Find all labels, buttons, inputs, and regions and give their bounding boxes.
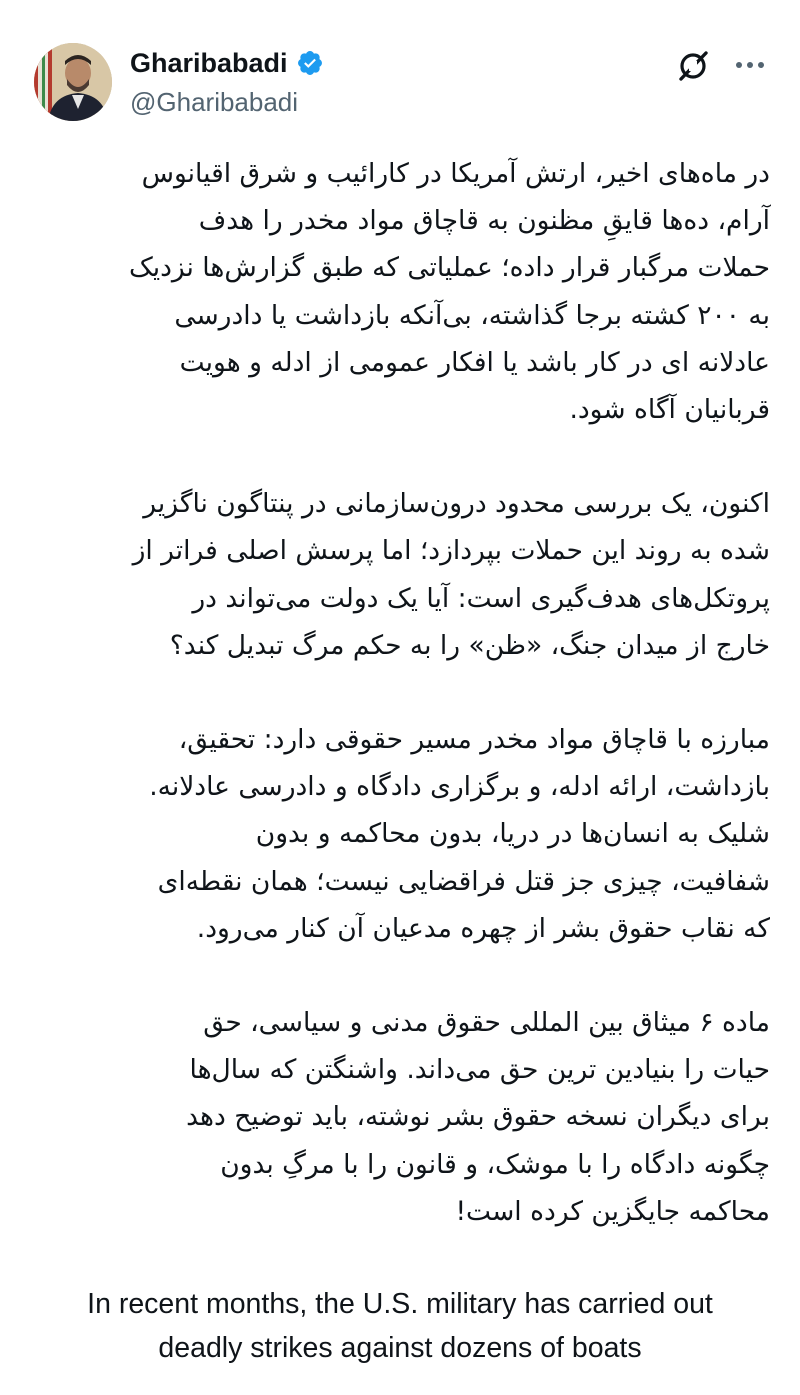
tweet-paragraph-fa-4: ماده ۶ میثاق بین المللی حقوق مدنی و سیاسی، حق حیات را بنیادین ترین حق می‌داند. واشنگتن که سال‌ها برای دیگران نسخه حقوق بشر نوشته، باید توضیح دهد چگونه دادگاه را با موشک، و قانون را با مرگِ بدون محاکمه جایگزین کرده است!	[186, 1007, 770, 1227]
tweet-paragraph-fa-2: اکنون، یک بررسی محدود درون‌سازمانی در پنتاگون ناگزیر شده به روند این حملات بپردازد؛ اما پرسش اصلی فراتر از پروتکل‌های هدف‌گیری است: آیا یک دولت می‌تواند در خارج از میدان جنگ، «ظن» را به حکم مرگ تبدیل کند؟	[132, 488, 770, 661]
author-display-name[interactable]: Gharibabadi	[130, 48, 288, 78]
tweet-paragraph-en: In recent months, the U.S. military has carried out deadly strikes against dozens of boats	[87, 1288, 713, 1365]
paragraph-spacer	[30, 1235, 770, 1282]
avatar-photo	[34, 43, 112, 121]
paragraph-spacer	[30, 669, 770, 716]
tweet-paragraph-fa-1: در ماه‌های اخیر، ارتش آمریکا در کارائیب و شرق اقیانوس آرام، ده‌ها قایقِ مظنون به قاچاق مواد مخدر را هدف حملات مرگبار قرار داده؛ عملیاتی که طبق گزارش‌ها نزدیک به ۲۰۰ کشته برجا گذاشته، بی‌آنکه بازداشت یا دادرسی عادلانه ای در کار باشد یا افکار عمومی از ادله و هویت قربانیان آگاه شود.	[128, 158, 770, 426]
author-avatar[interactable]	[34, 43, 112, 121]
more-options-icon[interactable]	[733, 50, 767, 80]
tweet-paragraph-fa-3: مبارزه با قاچاق مواد مخدر مسیر حقوقی دارد: تحقیق، بازداشت، ارائه ادله، و برگزاری دادگاه و دادرسی عادلانه. شلیک به انسان‌ها در دریا، بدون محاکمه و بدون شفافیت، چیزی جز قتل فراقضایی نیست؛ همان نقطه‌ای که نقاب حقوق بشر از چهره مدعیان آن کنار می‌رود.	[149, 724, 770, 944]
grok-icon[interactable]	[675, 48, 711, 84]
paragraph-spacer	[30, 433, 770, 480]
paragraph-spacer	[30, 952, 770, 999]
tweet-header	[0, 0, 800, 135]
verified-badge-icon	[296, 49, 324, 77]
author-name-row	[130, 48, 324, 78]
tweet-text	[30, 150, 770, 1370]
author-handle[interactable]: @Gharibabadi	[130, 87, 299, 117]
